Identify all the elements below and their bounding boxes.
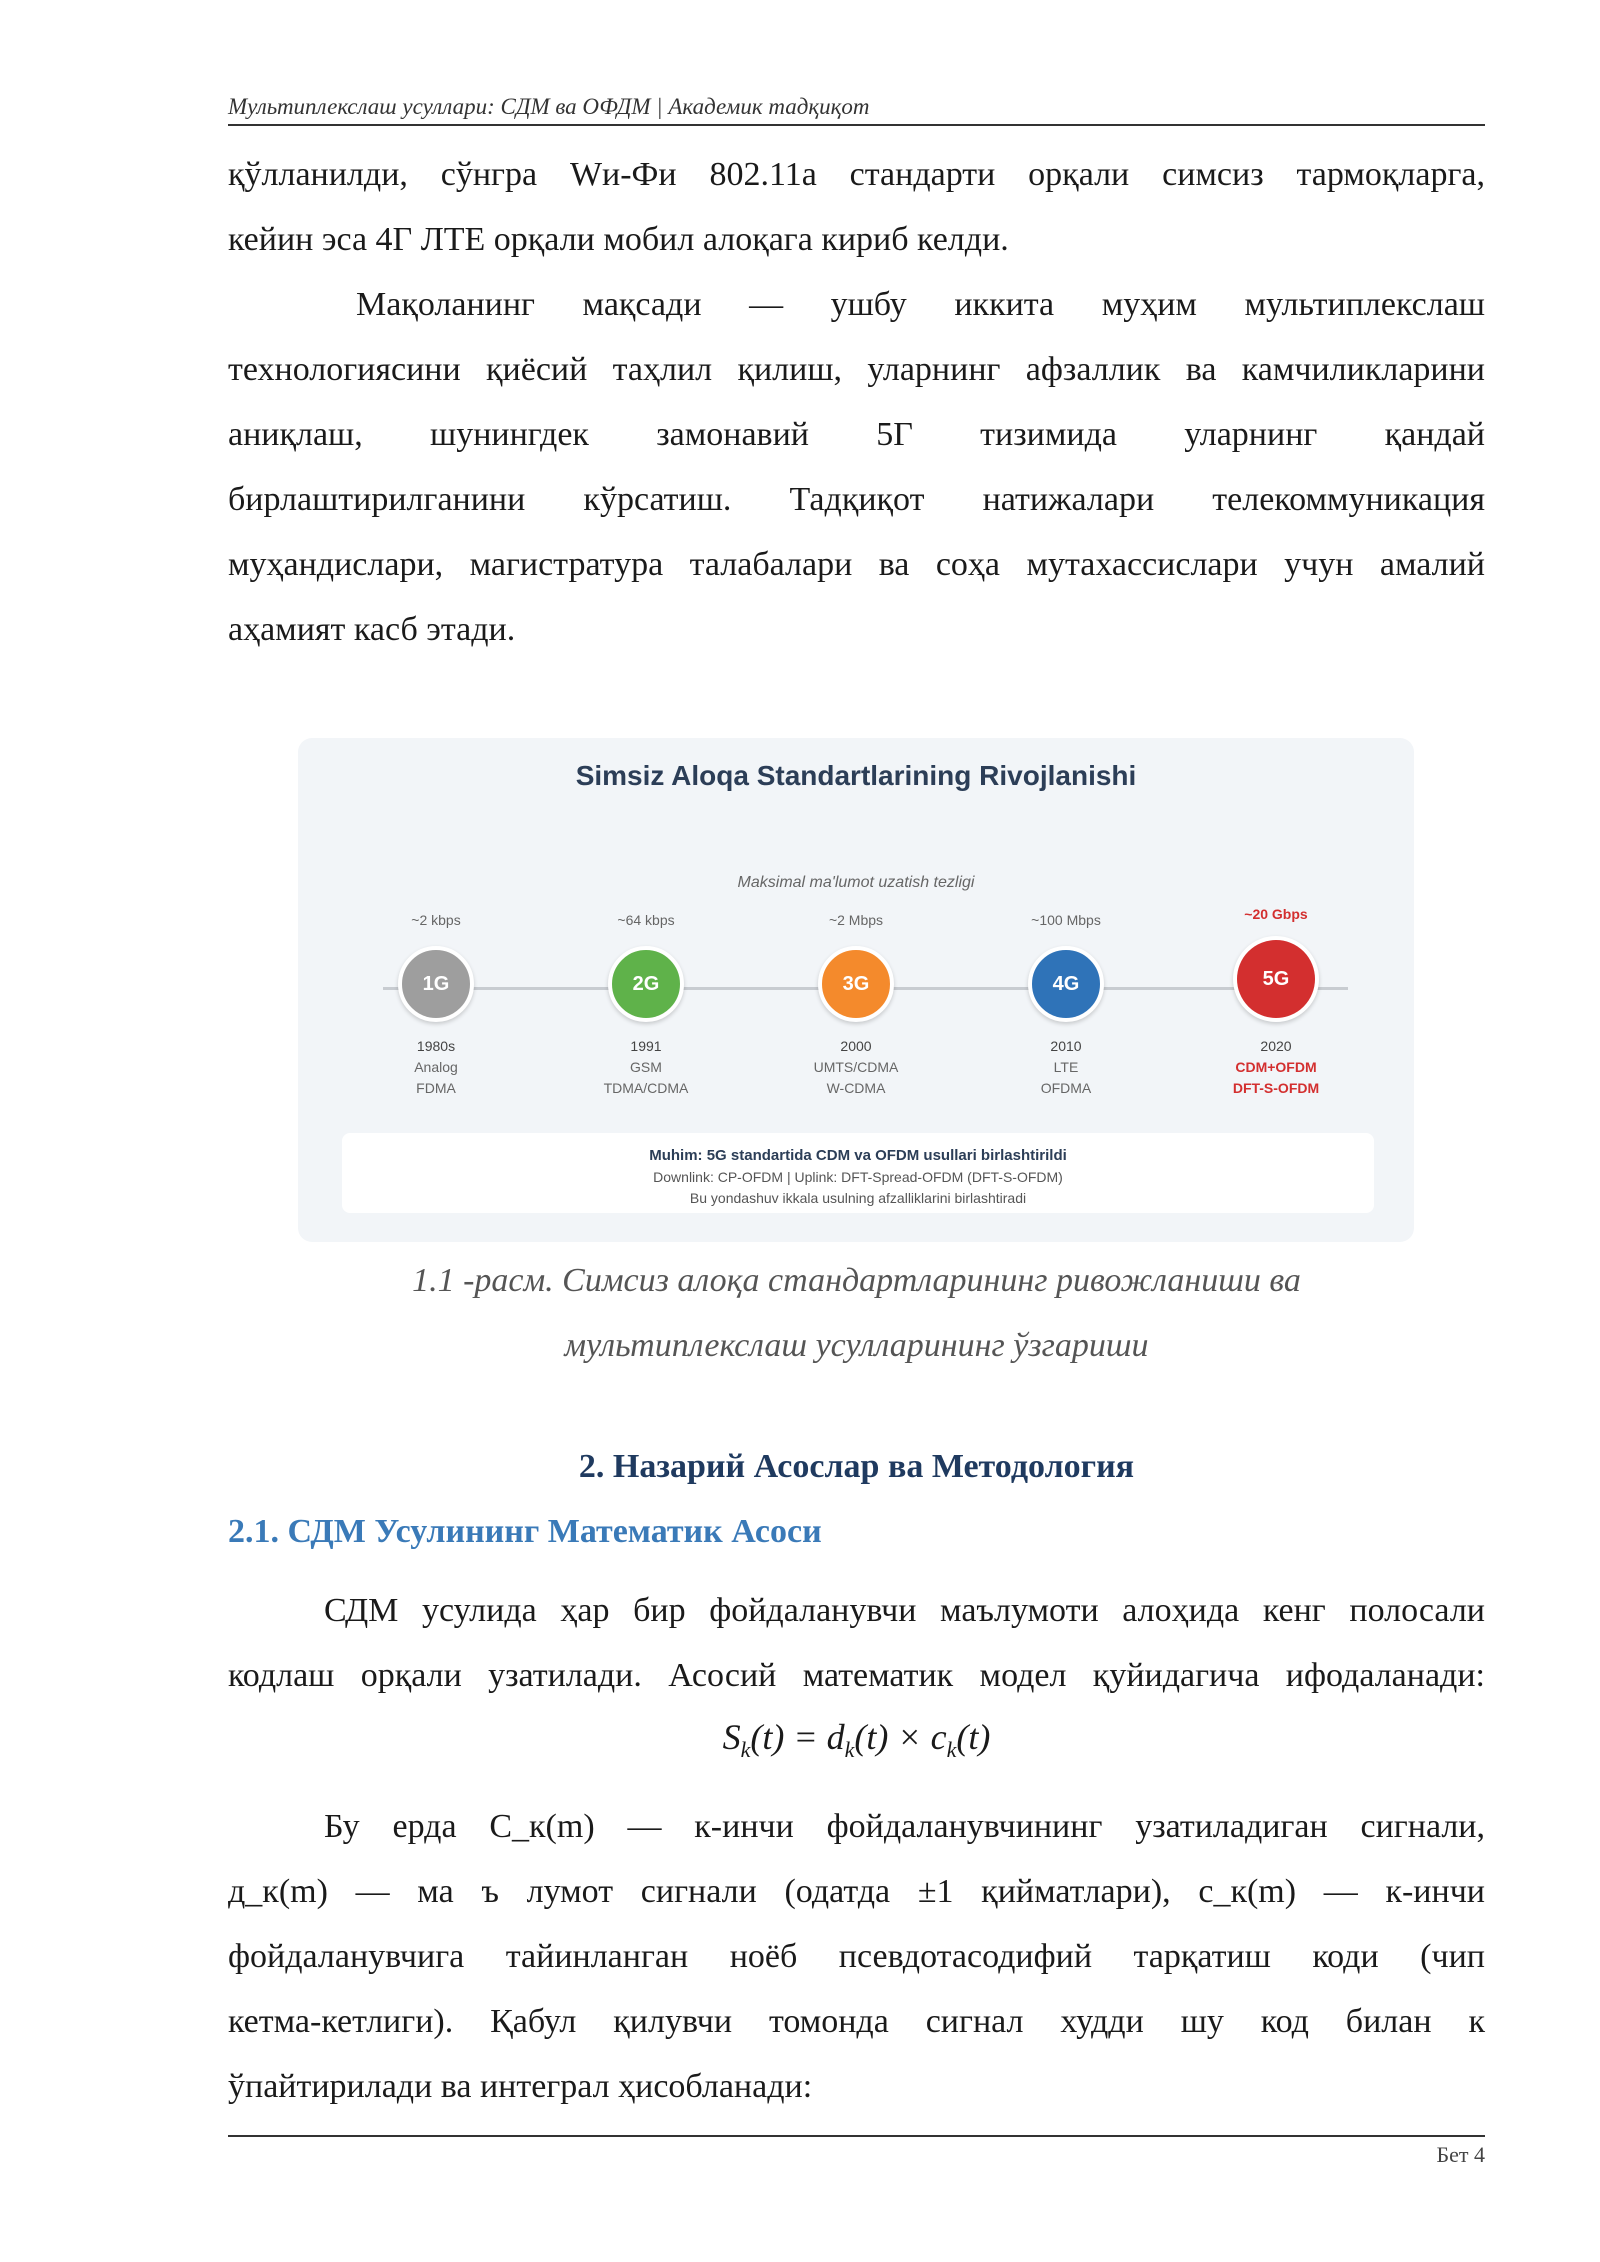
generation-badge: 2G <box>608 946 684 1022</box>
generation-badge: 4G <box>1028 946 1104 1022</box>
generation-speed: ~2 kbps <box>411 912 461 928</box>
note-line: Bu yondashuv ikkala usulning afzalliklarini birlashtiradi <box>689 1190 1027 1206</box>
generation-info <box>556 1036 736 1099</box>
formula-part: (t) × c <box>854 1717 947 1757</box>
generation-4g <box>976 912 1156 1099</box>
generation-badge: 1G <box>398 946 474 1022</box>
text-line: аҳамият касб этади. <box>228 611 516 648</box>
text-line: Бу ерда С_к(m) — к-инчи фойдаланувчининг узатиладиган сигнали, <box>324 1808 1485 1845</box>
text-line: муҳандислари, магистратура талабалари ва соҳа мутахассислари учун амалий <box>228 546 1485 583</box>
formula-sub: k <box>844 1737 855 1763</box>
text-line: кетма-кетлиги). Қабул қилувчи томонда сигнал худди шу код билан к <box>228 2003 1485 2040</box>
generation-badge: 5G <box>1233 936 1319 1022</box>
generation-info <box>346 1036 526 1099</box>
formula-part: (t) <box>956 1717 991 1757</box>
math-formula <box>228 1716 1485 1763</box>
generation-year: 1980s <box>416 1038 456 1054</box>
formula-sub: k <box>946 1737 957 1763</box>
text-line: д_к(m) — ма ъ лумот сигнали (одатда ±1 қийматлари), с_к(m) — к-инчи <box>228 1873 1485 1910</box>
generation-year: 1991 <box>630 1038 662 1054</box>
generation-speed: ~2 Mbps <box>828 912 884 928</box>
generation-speed: ~20 Gbps <box>1244 906 1308 922</box>
formula-sub: k <box>740 1737 751 1763</box>
text-line: кодлаш орқали узатилади. Асосий математик модел қуйидагича ифодаланади: <box>228 1657 1485 1694</box>
generation-3g <box>766 912 946 1099</box>
generation-tech: W-CDMA <box>826 1080 886 1096</box>
generation-speed: ~100 Mbps <box>1031 912 1101 928</box>
figure-title: Simsiz Aloqa Standartlarining Rivojlanishi <box>575 760 1137 791</box>
footer-rule <box>228 2135 1485 2137</box>
generation-tech: TDMA/CDMA <box>603 1080 689 1096</box>
note-title: Muhim: 5G standartida CDM va OFDM usullari birlashtirildi <box>649 1147 1067 1164</box>
generation-tech: OFDMA <box>1040 1080 1092 1096</box>
generation-year: 2020 <box>1260 1038 1292 1054</box>
generation-speed: ~64 kbps <box>617 912 675 928</box>
text-line: аниқлаш, шунингдек замонавий 5Г тизимида уларнинг қандай <box>228 416 1485 453</box>
generation-year: 2000 <box>840 1038 872 1054</box>
generation-tech: Analog <box>414 1059 458 1075</box>
text-line: технологиясини қиёсий таҳлил қилиш, уларнинг афзаллик ва камчиликларини <box>228 351 1485 388</box>
generation-info <box>1186 1036 1366 1099</box>
caption-line: 1.1 -расм. Симсиз алоқа стандартларининг ривожланиши ва <box>412 1262 1301 1299</box>
page-number: Бет 4 <box>1436 2142 1485 2167</box>
text-line: ўпайтирилади ва интеграл ҳисобланади: <box>228 2068 813 2105</box>
text-line: СДМ усулида ҳар бир фойдаланувчи маълумоти алоҳида кенг полосали <box>324 1592 1485 1629</box>
generation-year: 2010 <box>1050 1038 1082 1054</box>
generation-tech: UMTS/CDMA <box>813 1059 899 1075</box>
subsection-heading: 2.1. СДМ Усулининг Математик Асоси <box>228 1513 822 1550</box>
caption-line: мультиплекслаш усулларининг ўзгариши <box>564 1327 1149 1364</box>
timeline-figure <box>298 738 1414 1242</box>
generation-info <box>766 1036 946 1099</box>
generation-tech: DFT-S-OFDM <box>1232 1080 1320 1096</box>
intro-paragraph <box>228 142 1485 272</box>
text-line: Мақоланинг мақсади — ушбу иккита муҳим мультиплекслаш <box>356 286 1485 323</box>
generation-5g <box>1186 906 1366 1099</box>
aim-paragraph <box>228 272 1485 662</box>
cdm-paragraph <box>228 1578 1485 1708</box>
generation-tech: CDM+OFDM <box>1235 1059 1317 1075</box>
text-line: қўлланилди, сўнгра Wи-Фи 802.11а стандарти орқали симсиз тармоқларга, <box>228 156 1485 193</box>
generation-badge: 3G <box>818 946 894 1022</box>
figure-subtitle: Maksimal ma'lumot uzatish tezligi <box>737 874 975 891</box>
header-rule <box>228 124 1485 126</box>
running-header: Мультиплекслаш усуллари: СДМ ва ОФДМ | Академик тадқиқот <box>228 94 870 119</box>
section-heading: 2. Назарий Асослар ва Методология <box>578 1448 1135 1485</box>
generation-1g <box>346 912 526 1099</box>
text-line: бирлаштирилганини кўрсатиш. Тадқиқот натижалари телекоммуникация <box>228 481 1485 518</box>
text-line: кейин эса 4Г ЛТЕ орқали мобил алоқага кириб келди. <box>228 221 1009 258</box>
text-line: фойдаланувчига тайинланган ноёб псевдотасодифий тарқатиш коди (чип <box>228 1938 1485 1975</box>
generation-2g <box>556 912 736 1099</box>
figure-caption <box>228 1248 1485 1378</box>
formula-part: (t) = d <box>750 1717 845 1757</box>
note-box <box>342 1133 1374 1213</box>
generation-info <box>976 1036 1156 1099</box>
generation-tech: FDMA <box>416 1080 456 1096</box>
generation-tech: LTE <box>1053 1059 1079 1075</box>
explain-paragraph <box>228 1794 1485 2119</box>
generation-tech: GSM <box>630 1059 662 1075</box>
formula-part: S <box>722 1717 741 1757</box>
note-line: Downlink: CP-OFDM | Uplink: DFT-Spread-OFDM (DFT-S-OFDM) <box>653 1169 1063 1185</box>
